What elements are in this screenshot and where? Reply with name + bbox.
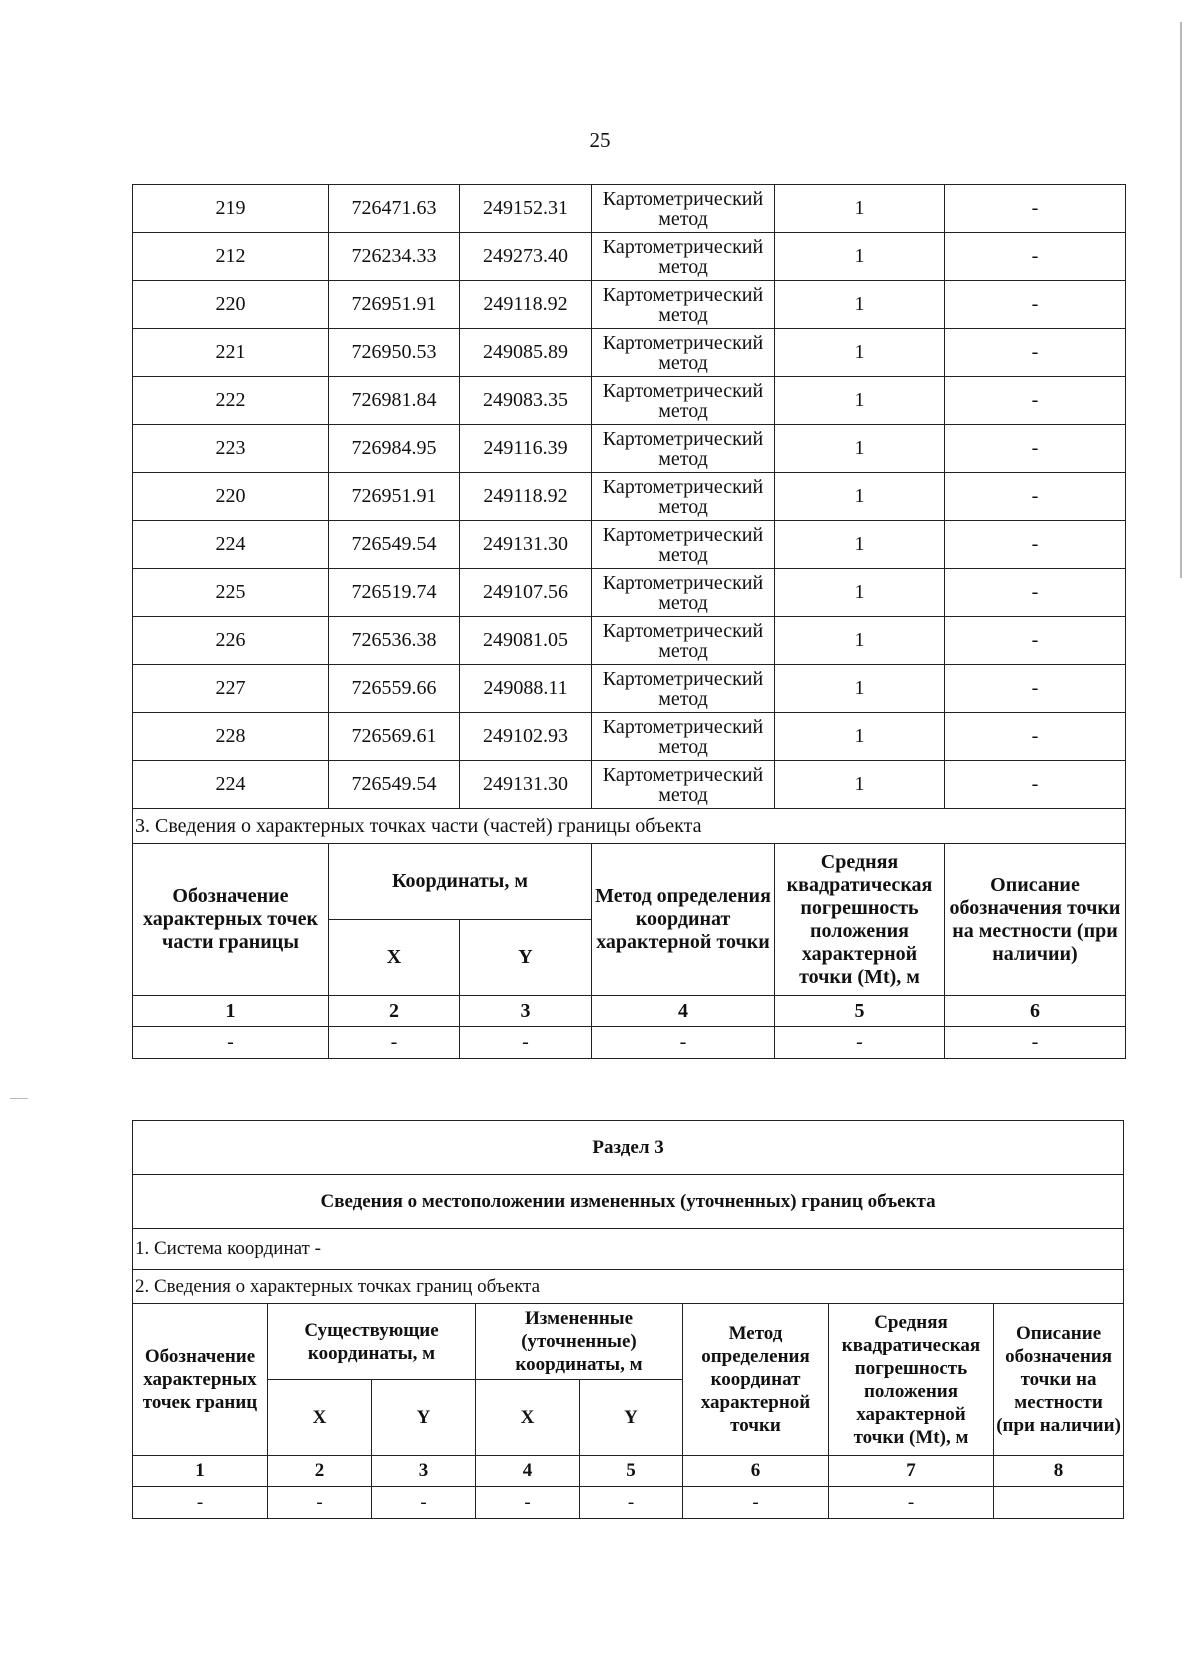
s3-col-number: 5: [580, 1456, 683, 1487]
point-id-cell: 212: [133, 233, 329, 281]
coord-x-cell: 726951.91: [329, 281, 460, 329]
coord-y-cell: 249088.11: [460, 665, 592, 713]
coord-x-cell: 726559.66: [329, 665, 460, 713]
method-cell: Картометрический метод: [592, 521, 775, 569]
col-number: 3: [460, 996, 592, 1027]
empty-cell: -: [945, 1027, 1126, 1059]
table-row: [133, 665, 1126, 713]
accuracy-cell: 1: [775, 473, 945, 521]
description-cell: -: [945, 713, 1126, 761]
coord-x-cell: 726519.74: [329, 569, 460, 617]
method-cell: Картометрический метод: [592, 377, 775, 425]
table-row: [133, 569, 1126, 617]
method-cell: Картометрический метод: [592, 617, 775, 665]
method-cell: Картометрический метод: [592, 185, 775, 233]
point-id-cell: 219: [133, 185, 329, 233]
s3-empty-data-row: [133, 1487, 1124, 1519]
description-cell: -: [945, 377, 1126, 425]
point-id-cell: 222: [133, 377, 329, 425]
description-cell: -: [945, 569, 1126, 617]
table-row: [133, 761, 1126, 809]
s3-col-number: 1: [133, 1456, 268, 1487]
section3-title: Раздел 3: [133, 1121, 1124, 1175]
s3-header-y1: Y: [372, 1380, 476, 1456]
s3-empty-cell: [994, 1487, 1124, 1519]
point-id-cell: 221: [133, 329, 329, 377]
method-cell: Картометрический метод: [592, 713, 775, 761]
coord-y-cell: 249085.89: [460, 329, 592, 377]
scan-margin-mark: [10, 1098, 28, 1099]
header-method: Метод определения координат характерной точки: [592, 844, 775, 996]
coord-x-cell: 726951.91: [329, 473, 460, 521]
accuracy-cell: 1: [775, 569, 945, 617]
description-cell: -: [945, 761, 1126, 809]
point-id-cell: 228: [133, 713, 329, 761]
s3-col-number: 3: [372, 1456, 476, 1487]
coord-x-cell: 726950.53: [329, 329, 460, 377]
header-designation: Обозначение характерных точек части границы: [133, 844, 329, 996]
table-row: [133, 473, 1126, 521]
s3-col-number: 2: [268, 1456, 372, 1487]
accuracy-cell: 1: [775, 281, 945, 329]
point-id-cell: 223: [133, 425, 329, 473]
point-id-cell: 220: [133, 473, 329, 521]
table-row: [133, 185, 1126, 233]
coord-x-cell: 726536.38: [329, 617, 460, 665]
coord-y-cell: 249081.05: [460, 617, 592, 665]
accuracy-cell: 1: [775, 713, 945, 761]
method-cell: Картометрический метод: [592, 425, 775, 473]
coord-x-cell: 726984.95: [329, 425, 460, 473]
description-cell: -: [945, 281, 1126, 329]
coord-x-cell: 726549.54: [329, 761, 460, 809]
method-cell: Картометрический метод: [592, 473, 775, 521]
coord-y-cell: 249116.39: [460, 425, 592, 473]
s3-header-y2: Y: [580, 1380, 683, 1456]
coord-y-cell: 249131.30: [460, 761, 592, 809]
description-cell: -: [945, 473, 1126, 521]
description-cell: -: [945, 425, 1126, 473]
coord-x-cell: 726471.63: [329, 185, 460, 233]
header-y: Y: [460, 920, 592, 996]
accuracy-cell: 1: [775, 233, 945, 281]
table-row: [133, 377, 1126, 425]
coord-y-cell: 249102.93: [460, 713, 592, 761]
coord-y-cell: 249152.31: [460, 185, 592, 233]
s3-col-number: 7: [829, 1456, 994, 1487]
method-cell: Картометрический метод: [592, 569, 775, 617]
table-row: [133, 233, 1126, 281]
section3-subtitle: Сведения о местоположении измененных (уточненных) границ объекта: [133, 1175, 1124, 1229]
s3-empty-cell: -: [580, 1487, 683, 1519]
s3-empty-cell: -: [683, 1487, 829, 1519]
s3-empty-cell: -: [476, 1487, 580, 1519]
s3-col-number: 4: [476, 1456, 580, 1487]
coord-x-cell: 726234.33: [329, 233, 460, 281]
description-cell: -: [945, 617, 1126, 665]
s3-col-number: 8: [994, 1456, 1124, 1487]
s3-header-existing: Существующие координаты, м: [268, 1304, 476, 1380]
col-number: 1: [133, 996, 329, 1027]
table-row: [133, 617, 1126, 665]
empty-cell: -: [775, 1027, 945, 1059]
coord-y-cell: 249273.40: [460, 233, 592, 281]
coord-y-cell: 249107.56: [460, 569, 592, 617]
section3-table: [132, 1120, 1124, 1519]
description-cell: -: [945, 233, 1126, 281]
description-cell: -: [945, 185, 1126, 233]
header-accuracy: Средняя квадратическая погрешность положения характерной точки (Mt), м: [775, 844, 945, 996]
part-section-title: 3. Сведения о характерных точках части (частей) границы объекта: [133, 809, 1126, 844]
col-number: 2: [329, 996, 460, 1027]
empty-cell: -: [329, 1027, 460, 1059]
s3-empty-cell: -: [268, 1487, 372, 1519]
accuracy-cell: 1: [775, 761, 945, 809]
s3-empty-cell: -: [372, 1487, 476, 1519]
table-row: [133, 281, 1126, 329]
header-coords: Координаты, м: [329, 844, 592, 920]
accuracy-cell: 1: [775, 617, 945, 665]
empty-cell: -: [133, 1027, 329, 1059]
coord-x-cell: 726549.54: [329, 521, 460, 569]
col-number: 5: [775, 996, 945, 1027]
part-boundary-section: [133, 809, 1126, 1059]
accuracy-cell: 1: [775, 521, 945, 569]
col-number: 4: [592, 996, 775, 1027]
s3-empty-cell: -: [829, 1487, 994, 1519]
method-cell: Картометрический метод: [592, 281, 775, 329]
coord-x-cell: 726981.84: [329, 377, 460, 425]
method-cell: Картометрический метод: [592, 665, 775, 713]
table-row: [133, 713, 1126, 761]
point-id-cell: 226: [133, 617, 329, 665]
empty-cell: -: [460, 1027, 592, 1059]
page-number: 25: [589, 128, 611, 152]
boundary-points-body: [133, 185, 1126, 809]
point-id-cell: 224: [133, 761, 329, 809]
s3-header-method: Метод определения координат характерной точки: [683, 1304, 829, 1456]
s3-header-description: Описание обозначения точки на местности (при наличии): [994, 1304, 1124, 1456]
s3-col-number: 6: [683, 1456, 829, 1487]
s3-header-changed: Измененные (уточненные) координаты, м: [476, 1304, 683, 1380]
s3-header-x2: X: [476, 1380, 580, 1456]
scan-edge-line: [1180, 22, 1182, 578]
point-id-cell: 224: [133, 521, 329, 569]
s3-header-designation: Обозначение характерных точек границ: [133, 1304, 268, 1456]
col-number: 6: [945, 996, 1126, 1027]
coord-system-line: 1. Система координат -: [133, 1229, 1124, 1270]
coord-x-cell: 726569.61: [329, 713, 460, 761]
column-number-row: [133, 996, 1126, 1027]
coord-y-cell: 249118.92: [460, 281, 592, 329]
coord-y-cell: 249118.92: [460, 473, 592, 521]
table-row: [133, 521, 1126, 569]
accuracy-cell: 1: [775, 425, 945, 473]
method-cell: Картометрический метод: [592, 761, 775, 809]
boundary-points-table: [132, 184, 1126, 1059]
s3-column-number-row: [133, 1456, 1124, 1487]
accuracy-cell: 1: [775, 377, 945, 425]
s3-empty-cell: -: [133, 1487, 268, 1519]
table-row: [133, 425, 1126, 473]
coord-y-cell: 249131.30: [460, 521, 592, 569]
header-description: Описание обозначения точки на местности (при наличии): [945, 844, 1126, 996]
coord-y-cell: 249083.35: [460, 377, 592, 425]
description-cell: -: [945, 329, 1126, 377]
accuracy-cell: 1: [775, 185, 945, 233]
empty-data-row: [133, 1027, 1126, 1059]
points-info-title: 2. Сведения о характерных точках границ объекта: [133, 1270, 1124, 1304]
point-id-cell: 225: [133, 569, 329, 617]
accuracy-cell: 1: [775, 665, 945, 713]
method-cell: Картометрический метод: [592, 233, 775, 281]
s3-header-accuracy: Средняя квадратическая погрешность положения характерной точки (Mt), м: [829, 1304, 994, 1456]
table-row: [133, 329, 1126, 377]
header-x: X: [329, 920, 460, 996]
description-cell: -: [945, 665, 1126, 713]
description-cell: -: [945, 521, 1126, 569]
accuracy-cell: 1: [775, 329, 945, 377]
s3-header-x1: X: [268, 1380, 372, 1456]
point-id-cell: 220: [133, 281, 329, 329]
method-cell: Картометрический метод: [592, 329, 775, 377]
empty-cell: -: [592, 1027, 775, 1059]
point-id-cell: 227: [133, 665, 329, 713]
